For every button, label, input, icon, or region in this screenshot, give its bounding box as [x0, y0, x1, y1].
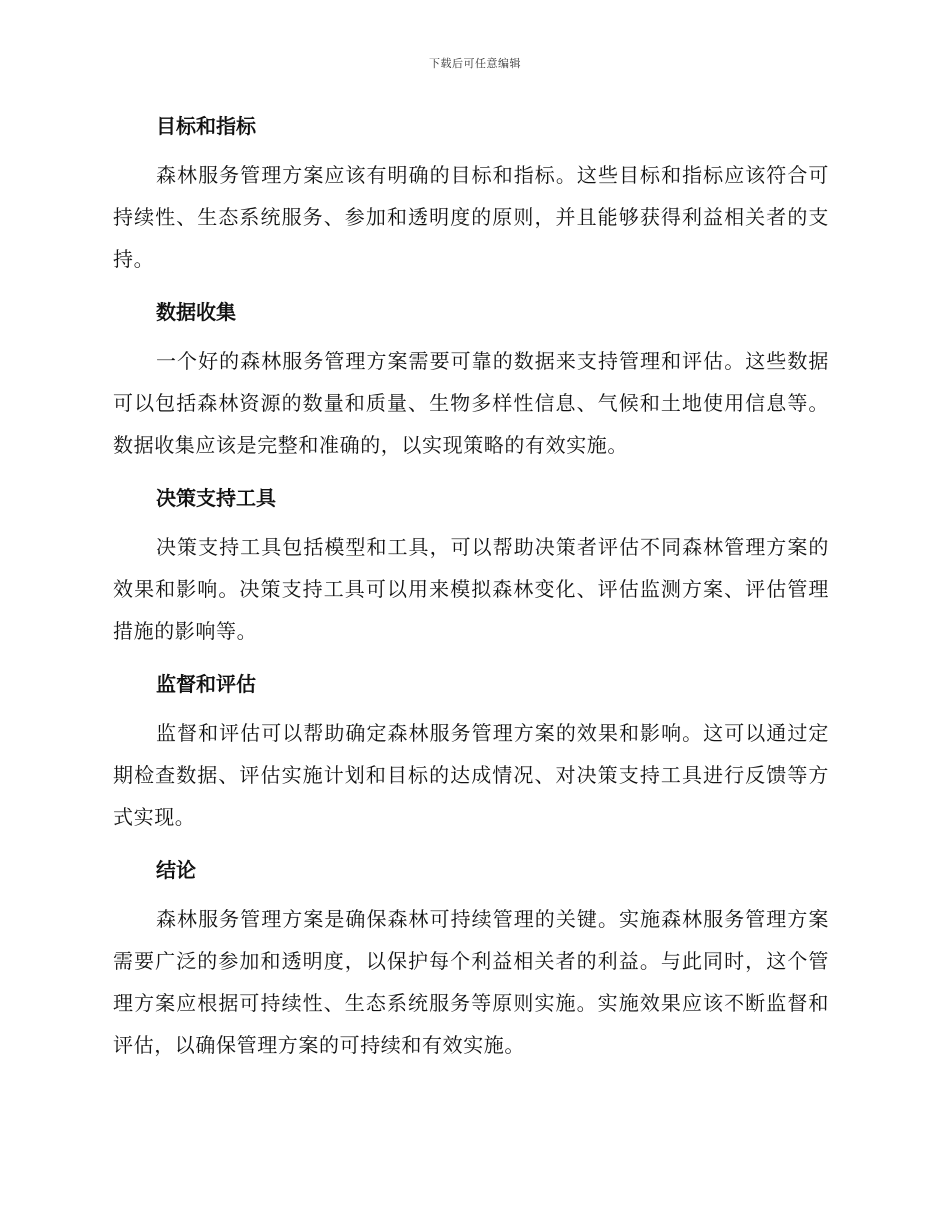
- section-title: 结论: [156, 858, 196, 882]
- section-conclusion: [113, 848, 829, 1066]
- section-decision-tools: [113, 476, 829, 652]
- section-paragraph: 森林服务管理方案是确保森林可持续管理的关键。实施森林服务管理方案需要广泛的参加和透明度，以保护每个利益相关者的利益。与此同时，这个管理方案应根据可持续性、生态系统服务等原则实施。实施效果应该不断监督和评估，以确保管理方案的可持续和有效实施。: [113, 907, 829, 1057]
- section-paragraph: 一个好的森林服务管理方案需要可靠的数据来支持管理和评估。这些数据可以包括森林资源的数量和质量、生物多样性信息、气候和土地使用信息等。数据收集应该是完整和准确的，以实现策略的有效实施。: [113, 349, 829, 457]
- section-title: 数据收集: [156, 300, 236, 324]
- section-paragraph: 决策支持工具包括模型和工具，可以帮助决策者评估不同森林管理方案的效果和影响。决策支持工具可以用来模拟森林变化、评估监测方案、评估管理措施的影响等。: [113, 535, 829, 643]
- section-title: 监督和评估: [156, 672, 256, 696]
- section-monitoring: [113, 662, 829, 838]
- section-paragraph: 森林服务管理方案应该有明确的目标和指标。这些目标和指标应该符合可持续性、生态系统服务、参加和透明度的原则，并且能够获得利益相关者的支持。: [113, 163, 829, 271]
- section-data-collection: [113, 290, 829, 466]
- section-title: 决策支持工具: [156, 486, 276, 510]
- page-header: 下载后可任意编辑: [429, 57, 521, 70]
- document-body: [113, 104, 829, 1076]
- section-title: 目标和指标: [156, 114, 256, 138]
- section-paragraph: 监督和评估可以帮助确定森林服务管理方案的效果和影响。这可以通过定期检查数据、评估实施计划和目标的达成情况、对决策支持工具进行反馈等方式实现。: [113, 721, 829, 829]
- section-goals: [113, 104, 829, 280]
